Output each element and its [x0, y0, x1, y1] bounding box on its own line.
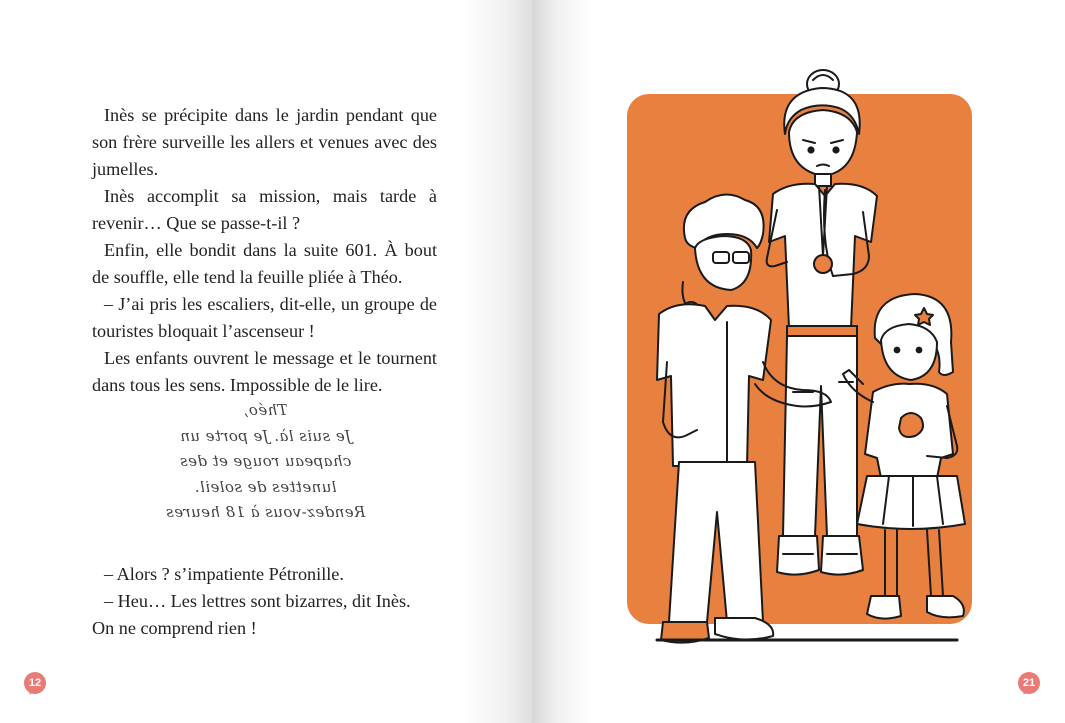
left-page — [0, 0, 532, 723]
mirrored-line: chapeau rouge et des — [179, 452, 352, 470]
story-text — [92, 102, 437, 399]
mirrored-line: Théo, — [243, 401, 288, 419]
gutter-shadow-right — [532, 0, 592, 723]
paragraph: Inès accomplit sa mission, mais tarde à revenir… Que se passe-t-il ? — [92, 186, 437, 233]
mirrored-line: Rendez-vous à 18 heures — [165, 503, 366, 521]
page-number: 12 — [28, 677, 42, 689]
paragraph: – J’ai pris les escaliers, dit-elle, un groupe de touristes bloquait l’ascenseur ! — [92, 294, 437, 341]
dialogue-line: – Alors ? s’impatiente Pétronille. — [104, 564, 344, 584]
dialogue-line: – Heu… Les lettres sont bizarres, dit Inès. — [104, 591, 411, 611]
mirrored-line: Je suis là. Je porte un — [179, 426, 352, 445]
paragraph: Inès se précipite dans le jardin pendant que son frère surveille les allers et venues avec des jumelles. — [92, 105, 437, 179]
paragraph: Les enfants ouvrent le message et le tournent dans tous les sens. Impossible de le lire. — [92, 348, 437, 395]
dialogue-line: On ne comprend rien ! — [92, 618, 257, 638]
mirrored-line: lunettes de soleil. — [194, 477, 337, 496]
page-number-badge — [24, 672, 46, 694]
gutter-shadow-left — [462, 0, 532, 723]
three-children-illustration — [627, 62, 972, 647]
mirrored-message — [128, 398, 403, 526]
page-number: 21 — [1022, 677, 1036, 689]
page-number-badge — [1018, 672, 1040, 694]
right-page — [532, 0, 1065, 723]
paragraph: Enfin, elle bondit dans la suite 601. À bout de souffle, elle tend la feuille pliée à Théo. — [92, 240, 437, 287]
dialogue-text — [92, 561, 452, 642]
